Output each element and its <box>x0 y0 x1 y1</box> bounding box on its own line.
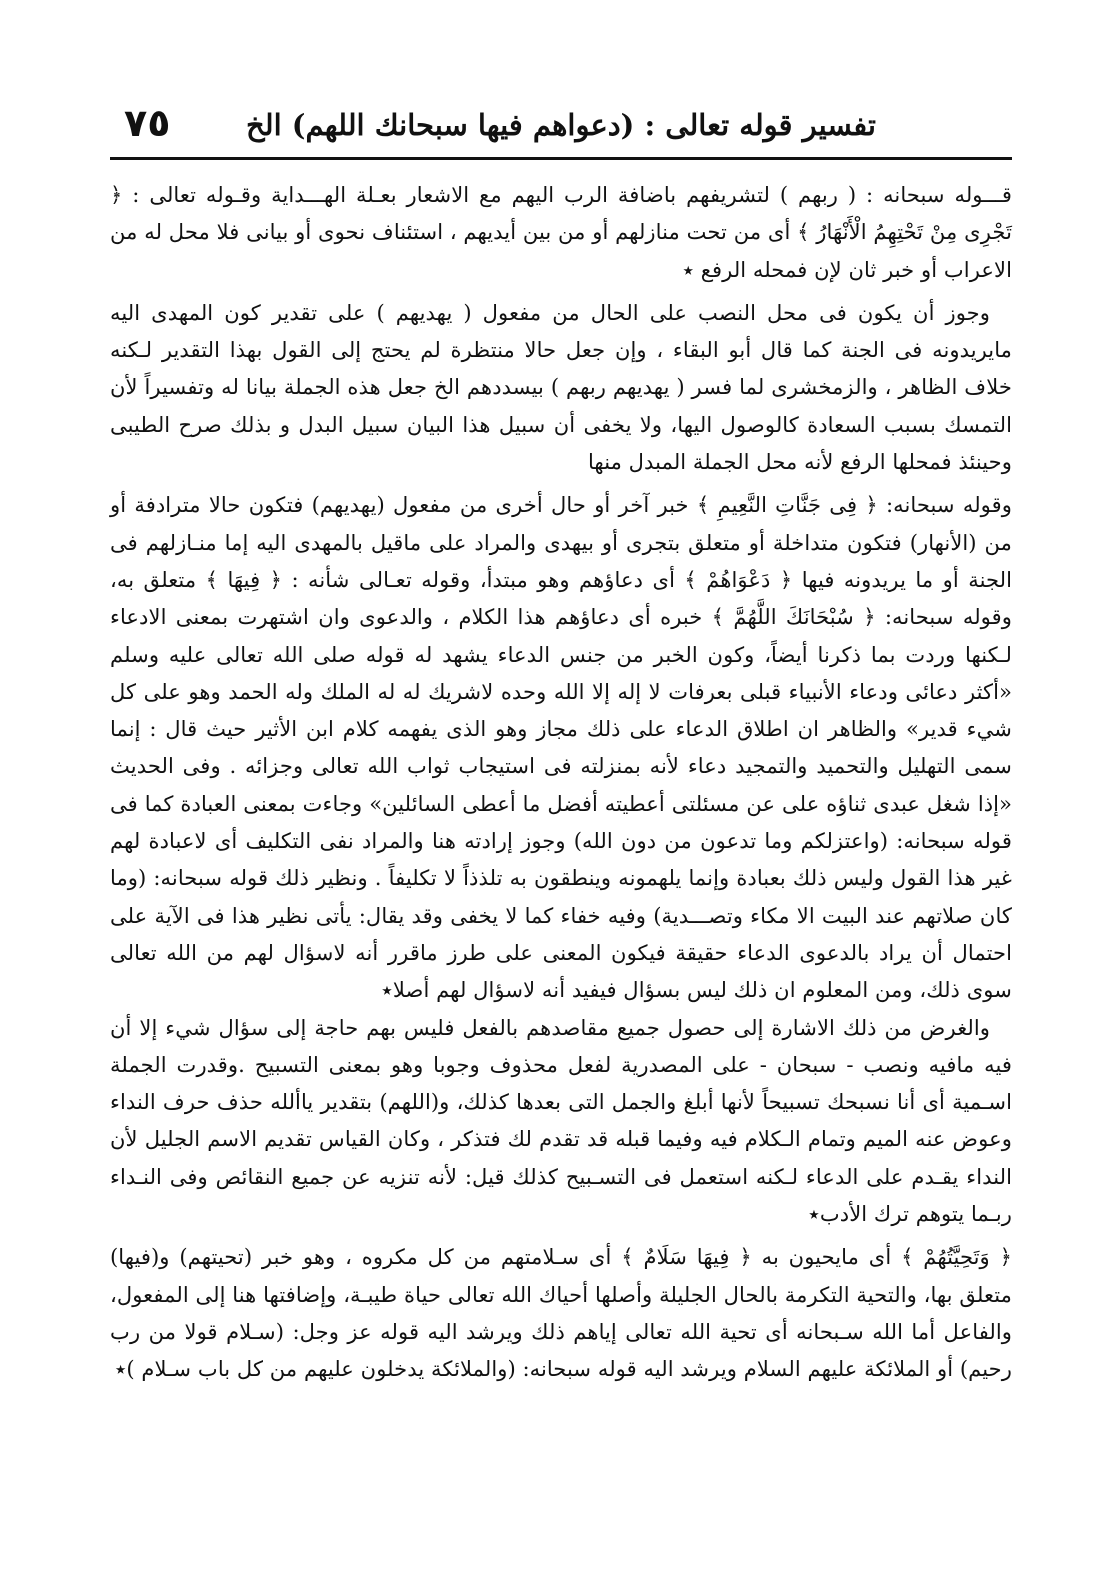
header-rule <box>110 157 1012 160</box>
paragraph: ﴿ وَتَحِيَّتُهُمْ ﴾ أى مايحيون به ﴿ فِيهَا سَلَامٌ ﴾ أى سـلامتهم من كل مكروه ، وهو خبر (تحيتهم) و(فيها) متعلق بها، والتحية التكرمة بالحال الجليلة وأصلها أحياك الله تعالى حياة طيبـة، وإضافتها هنا إلى المفعول، والفاعل أما الله سـبحانه أى تحية الله تعالى إياهم ذلك ويرشد اليه قوله عز وجل: (سـلام قولا من رب رحيم) أو الملائكة عليهم السلام ويرشد اليه قوله سبحانه: (والملائكة يدخلون عليهم من كل باب سـلام )٭ <box>110 1244 1012 1382</box>
paragraph: قـــوله سبحانه : ( ربهم ) لتشريفهم باضافة الرب اليهم مع الاشعار بعـلة الهـــداية وقـوله تعالى : ﴿ تَجْرِى مِنْ تَحْتِهِمُ الْأَنْهَارُ ﴾ أى من تحت منازلهم أو من بين أيديهم ، استئناف نحوى أو بيانى فلا محل له من الاعراب أو خبر ثان لإن فمحله الرفع ٭ <box>110 182 1012 282</box>
paragraph: وقوله سبحانه: ﴿ فِى جَنَّاتِ النَّعِيمِ ﴾ خبر آخر أو حال أخرى من مفعول (يهديهم) فتكون حالا مترادفة أو من (الأنهار) فتكون متداخلة أو متعلق بتجرى أو بيهدى والمراد على ماقيل بالمهدى اليه إما منـازلهم فى الجنة أو ما يريدونه فيها ﴿ دَعْوَاهُمْ ﴾ أى دعاؤهم وهو مبتدأ، وقوله تعـالى شأنه : ﴿ فِيهَا ﴾ متعلق به، وقوله سبحانه: ﴿ سُبْحَانَكَ اللَّهُمَّ ﴾ خبره أى دعاؤهم هذا الكلام ، والدعوى وان اشتهرت بمعنى الادعاء لـكنها وردت بما ذكرنا أيضاً، وكون الخبر من جنس الدعاء يشهد له قوله صلى الله تعالى عليه وسلم «أكثر دعائى ودعاء الأنبياء قبلى بعرفات لا إله إلا الله وحده لاشريك له له الملك وله الحمد وهو على كل شيء قدير» والظاهر ان اطلاق الدعاء على ذلك مجاز وهو الذى يفهمه كلام ابن الأثير حيث قال : إنما سمى التهليل والتحميد والتمجيد دعاء لأنه بمنزلته فى استيجاب ثواب الله تعالى وجزائه . وفى الحديث «إذا شغل عبدى ثناؤه على عن مسئلتى أعطيته أفضل ما أعطى السائلين» وجاءت بمعنى العبادة كما فى قوله سبحانه: (واعتزلكم وما تدعون من دون الله) وجوز إرادته هنا والمراد نفى التكليف أى لاعبادة لهم غير هذا القول وليس ذلك بعبادة وإنما يلهمونه وينطقون به تلذذاً لا تكليفاً . ونظير ذلك قوله سبحانه: (وما كان صلاتهم عند البيت الا مكاء وتصـــدية) وفيه خفاء كما لا يخفى وقد يقال: يأتى نظير هذا فى الآية على احتمال أن يراد بالدعوى الدعاء حقيقة فيكون المعنى على طرز ماقرر أنه لاسؤال لهم من الله تعالى سوى ذلك، ومن المعلوم ان ذلك ليس بسؤال فيفيد أنه لاسؤال لهم أصلا٭ <box>110 492 1012 1003</box>
paragraph: والغرض من ذلك الاشارة إلى حصول جميع مقاصدهم بالفعل فليس بهم حاجة إلى سؤال شيء إلا أن فيه مافيه ونصب - سبحان - على المصدرية لفعل محذوف وجوبا وهو بمعنى التسبيح .وقدرت الجملة اسـمية أى أنا نسبحك تسبيحاً لأنها أبلغ والجمل التى بعدها كذلك، و(اللهم) بتقدير ياألله حذف حرف النداء وعوض عنه الميم وتمام الـكلام فيه وفيما قبله قد تقدم لك فتذكر ، وكان القياس تقديم الاسم الجليل لأن النداء يقـدم على الدعاء لـكنه استعمل فى التسـبيح كذلك قيل: لأنه تنزيه عن جميع النقائص وفى النـداء ربـما يتوهم ترك الأدب٭ <box>110 1014 1012 1227</box>
paragraph: وجوز أن يكون فى محل النصب على الحال من مفعول ( يهديهم ) على تقدير كون المهدى اليه مايريدونه فى الجنة كما قال أبو البقاء ، وإن جعل حالا منتظرة لم يحتج إلى القول بهذا التقدير لـكنه خلاف الظاهر ، والزمخشرى لما فسر ( يهديهم ربهم ) بيسددهم الخ جعل هذه الجملة بيانا له وتفسيراً لأن التمسك بسبب السعادة كالوصول اليها، ولا يخفى أن سبيل هذا البيان سبيل البدل و بذلك صرح الطيبى وحينئذ فمحلها الرفع لأنه محل الجملة المبدل منها <box>110 299 1012 475</box>
page-header <box>110 95 1012 155</box>
running-title: تفسير قوله تعالى : (دعواهم فيها سبحانك اللهم) الخ <box>246 108 876 142</box>
document-page <box>110 95 1012 1388</box>
page-number: ٧٥ <box>124 101 171 145</box>
body-text <box>110 176 1012 1388</box>
